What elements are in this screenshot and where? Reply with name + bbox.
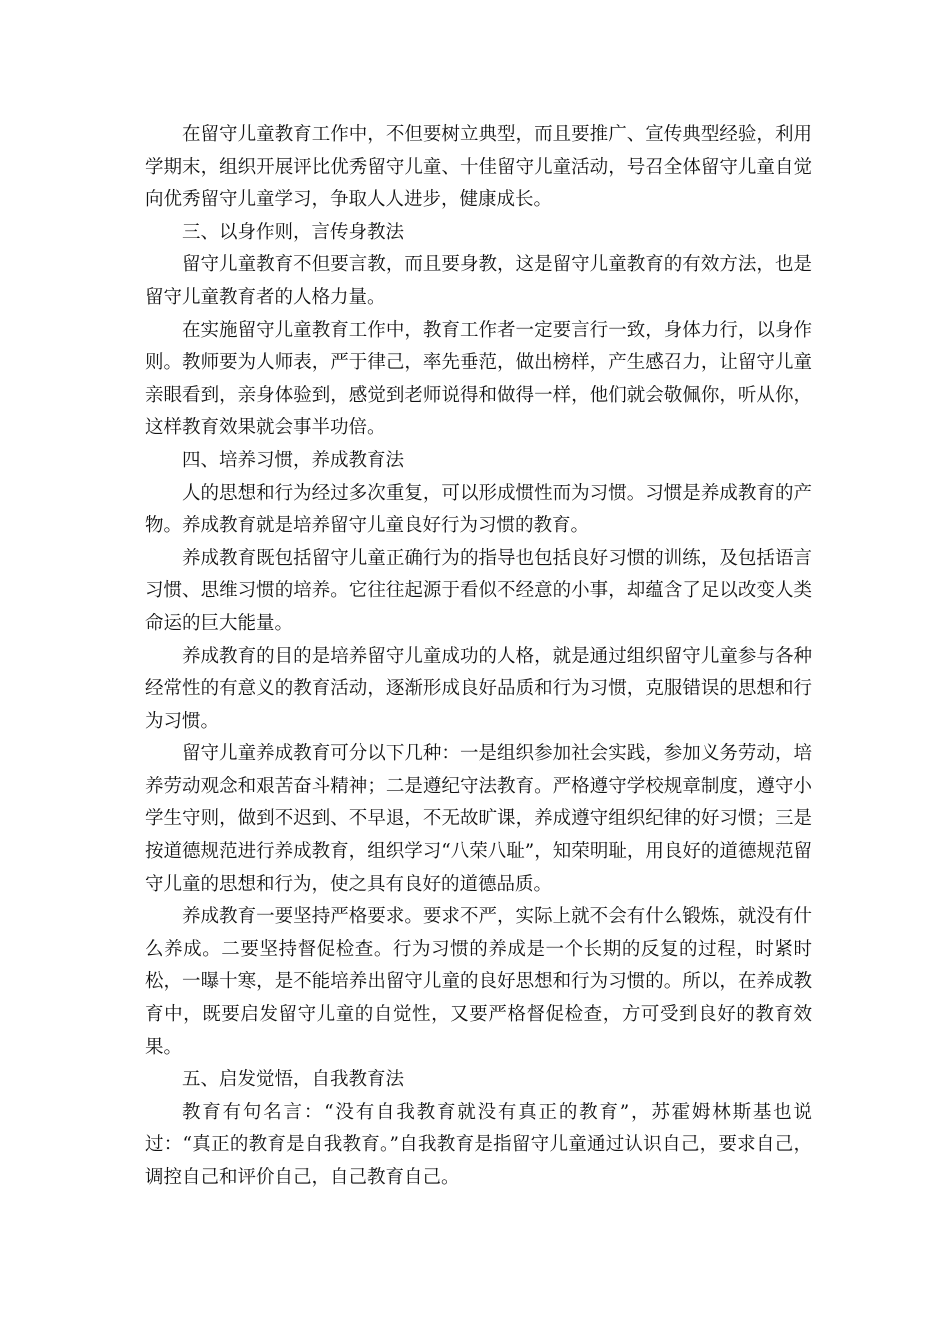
paragraph-habit-purpose: 养成教育的目的是培养留守儿童成功的人格，就是通过组织留守儿童参与各种经常性的有意义的教育活动，逐渐形成良好品质和行为习惯，克服错误的思想和行为习惯。 [145,645,812,732]
paragraph-self-education: 教育有句名言：“没有自我教育就没有真正的教育”，苏霍姆林斯基也说过：“真正的教育是自我教育。”自我教育是指留守儿童通过认识自己，要求自己，调控自己和评价自己，自己教育自己。 [145,1101,812,1188]
paragraph-habit-requirements: 养成教育一要坚持严格要求。要求不严，实际上就不会有什么锻炼，就没有什么养成。二要坚持督促检查。行为习惯的养成是一个长期的反复的过程，时紧时松，一曝十寒，是不能培养出留守儿童的良好思想和行为习惯的。所以，在养成教育中，既要启发留守儿童的自觉性，又要严格督促检查，方可受到良好的教育效果。 [145,906,812,1058]
section-heading-4: 四、培养习惯，养成教育法 [182,449,405,471]
section-heading-3: 三、以身作则，言传身教法 [182,221,405,243]
paragraph-habit-content: 养成教育既包括留守儿童正确行为的指导也包括良好习惯的训练，及包括语言习惯、思维习惯的培养。它往往起源于看似不经意的小事，却蕴含了足以改变人类命运的巨大能量。 [145,547,812,634]
section-heading-5: 五、启发觉悟，自我教育法 [182,1069,405,1091]
paragraph-habit-types: 留守儿童养成教育可分以下几种：一是组织参加社会实践，参加义务劳动，培养劳动观念和艰苦奋斗精神；二是遵纪守法教育。严格遵守学校规章制度，遵守小学生守则，做到不迟到、不早退，不无故旷课，养成遵守组织纪律的好习惯；三是按道德规范进行养成教育，组织学习“八荣八耻”，知荣明耻，用良好的道德规范留守儿童的思想和行为，使之具有良好的道德品质。 [145,743,812,895]
paragraph-teacher-role-model: 在实施留守儿童教育工作中，教育工作者一定要言行一致，身体力行，以身作则。教师要为人师表，严于律己，率先垂范，做出榜样，产生感召力，让留守儿童亲眼看到，亲身体验到，感觉到老师说得和做得一样，他们就会敬佩你，听从你，这样教育效果就会事半功倍。 [145,319,812,439]
paragraph-habit-definition: 人的思想和行为经过多次重复，可以形成惯性而为习惯。习惯是养成教育的产物。养成教育就是培养留守儿童良好行为习惯的教育。 [145,482,812,537]
paragraph-teach-by-example: 留守儿童教育不但要言教，而且要身教，这是留守儿童教育的有效方法，也是留守儿童教育者的人格力量。 [145,254,812,308]
paragraph-typical-examples: 在留守儿童教育工作中，不但要树立典型，而且要推广、宣传典型经验，利用学期末，组织开展评比优秀留守儿童、十佳留守儿童活动，号召全体留守儿童自觉向优秀留守儿童学习，争取人人进步，健康成长。 [145,124,812,211]
document-body [145,119,812,1195]
